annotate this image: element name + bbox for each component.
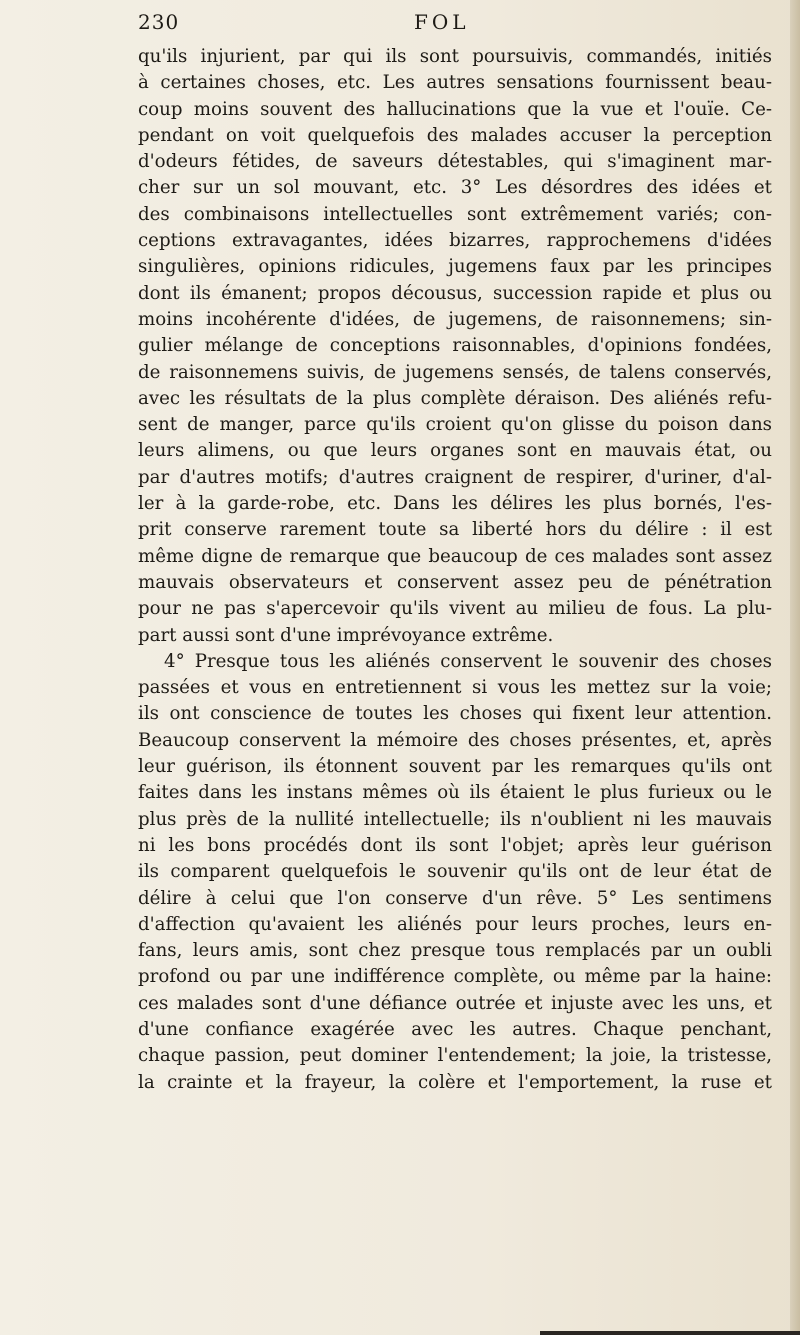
text-line-15: sent de manger, parce qu'ils croient qu'on glisse du poison dans xyxy=(138,414,772,436)
text-line-24: 4° Presque tous les aliénés conservent le souvenir des choses xyxy=(164,650,772,672)
text-line-9: singulières, opinions ridicules, jugemens faux par les principes xyxy=(138,256,772,278)
text-line-30: plus près de la nullité intellectuelle; ils n'oublient ni les mauvais xyxy=(138,808,772,830)
page-header xyxy=(138,10,778,40)
text-line-26: ils ont conscience de toutes les choses qui fixent leur attention. xyxy=(138,703,772,725)
text-line-16: leurs alimens, ou que leurs organes sont en mauvais état, ou xyxy=(138,440,772,462)
text-line-23: part aussi sont d'une imprévoyance extrême. xyxy=(138,624,554,646)
text-line-12: gulier mélange de conceptions raisonnables, d'opinions fondées, xyxy=(138,335,772,357)
text-line-19: prit conserve rarement toute sa liberté hors du délire : il est xyxy=(138,519,772,541)
text-line-21: mauvais observateurs et conservent assez peu de pénétration xyxy=(138,571,772,593)
text-line-31: ni les bons procédés dont ils sont l'objet; après leur guérison xyxy=(138,834,772,856)
text-line-3: coup moins souvent des hallucinations que la vue et l'ouïe. Ce- xyxy=(138,98,772,120)
text-line-2: à certaines choses, etc. Les autres sensations fournissent beau- xyxy=(138,72,772,94)
text-line-34: d'affection qu'avaient les aliénés pour leurs proches, leurs en- xyxy=(138,913,772,935)
text-line-38: d'une confiance exagérée avec les autres. Chaque penchant, xyxy=(138,1018,772,1040)
text-line-7: des combinaisons intellectuelles sont extrêmement variés; con- xyxy=(138,203,772,225)
text-line-28: leur guérison, ils étonnent souvent par les remarques qu'ils ont xyxy=(138,756,772,778)
text-line-39: chaque passion, peut dominer l'entendement; la joie, la tristesse, xyxy=(138,1045,772,1067)
text-line-6: cher sur un sol mouvant, etc. 3° Les désordres des idées et xyxy=(138,177,772,199)
text-line-25: passées et vous en entretiennent si vous les mettez sur la voie; xyxy=(138,677,772,699)
text-line-37: ces malades sont d'une défiance outrée et injuste avec les uns, et xyxy=(138,992,772,1014)
page-right-edge xyxy=(790,0,800,1335)
text-line-35: fans, leurs amis, sont chez presque tous remplacés par un oubli xyxy=(138,940,772,962)
text-line-29: faites dans les instans mêmes où ils étaient le plus furieux ou le xyxy=(138,782,772,804)
text-line-32: ils comparent quelquefois le souvenir qu'ils ont de leur état de xyxy=(138,861,772,883)
text-line-17: par d'autres motifs; d'autres craignent de respirer, d'uriner, d'al- xyxy=(138,466,772,488)
body-text xyxy=(138,44,772,1096)
page-number: 230 xyxy=(138,10,180,34)
page-bottom-shadow xyxy=(540,1331,800,1335)
text-line-8: ceptions extravagantes, idées bizarres, rapprochemens d'idées xyxy=(138,230,772,252)
text-line-20: même digne de remarque que beaucoup de ces malades sont assez xyxy=(138,545,772,567)
text-line-22: pour ne pas s'apercevoir qu'ils vivent au milieu de fous. La plu- xyxy=(138,598,772,620)
text-line-27: Beaucoup conservent la mémoire des choses présentes, et, après xyxy=(138,729,772,751)
running-title: FOL xyxy=(414,10,470,34)
text-line-5: d'odeurs fétides, de saveurs détestables, qui s'imaginent mar- xyxy=(138,151,772,173)
text-line-14: avec les résultats de la plus complète déraison. Des aliénés refu- xyxy=(138,387,772,409)
text-line-36: profond ou par une indifférence complète, ou même par la haine: xyxy=(138,966,772,988)
text-line-11: moins incohérente d'idées, de jugemens, de raisonnemens; sin- xyxy=(138,308,772,330)
text-line-10: dont ils émanent; propos décousus, succession rapide et plus ou xyxy=(138,282,772,304)
text-line-18: ler à la garde-robe, etc. Dans les délires les plus bornés, l'es- xyxy=(138,493,772,515)
text-line-1: qu'ils injurient, par qui ils sont poursuivis, commandés, initiés xyxy=(138,46,772,67)
text-line-4: pendant on voit quelquefois des malades accuser la perception xyxy=(138,124,772,146)
text-line-33: délire à celui que l'on conserve d'un rêve. 5° Les sentimens xyxy=(138,887,772,909)
text-line-13: de raisonnemens suivis, de jugemens sensés, de talens conservés, xyxy=(138,361,772,383)
text-line-40: la crainte et la frayeur, la colère et l'emportement, la ruse et xyxy=(138,1071,772,1093)
